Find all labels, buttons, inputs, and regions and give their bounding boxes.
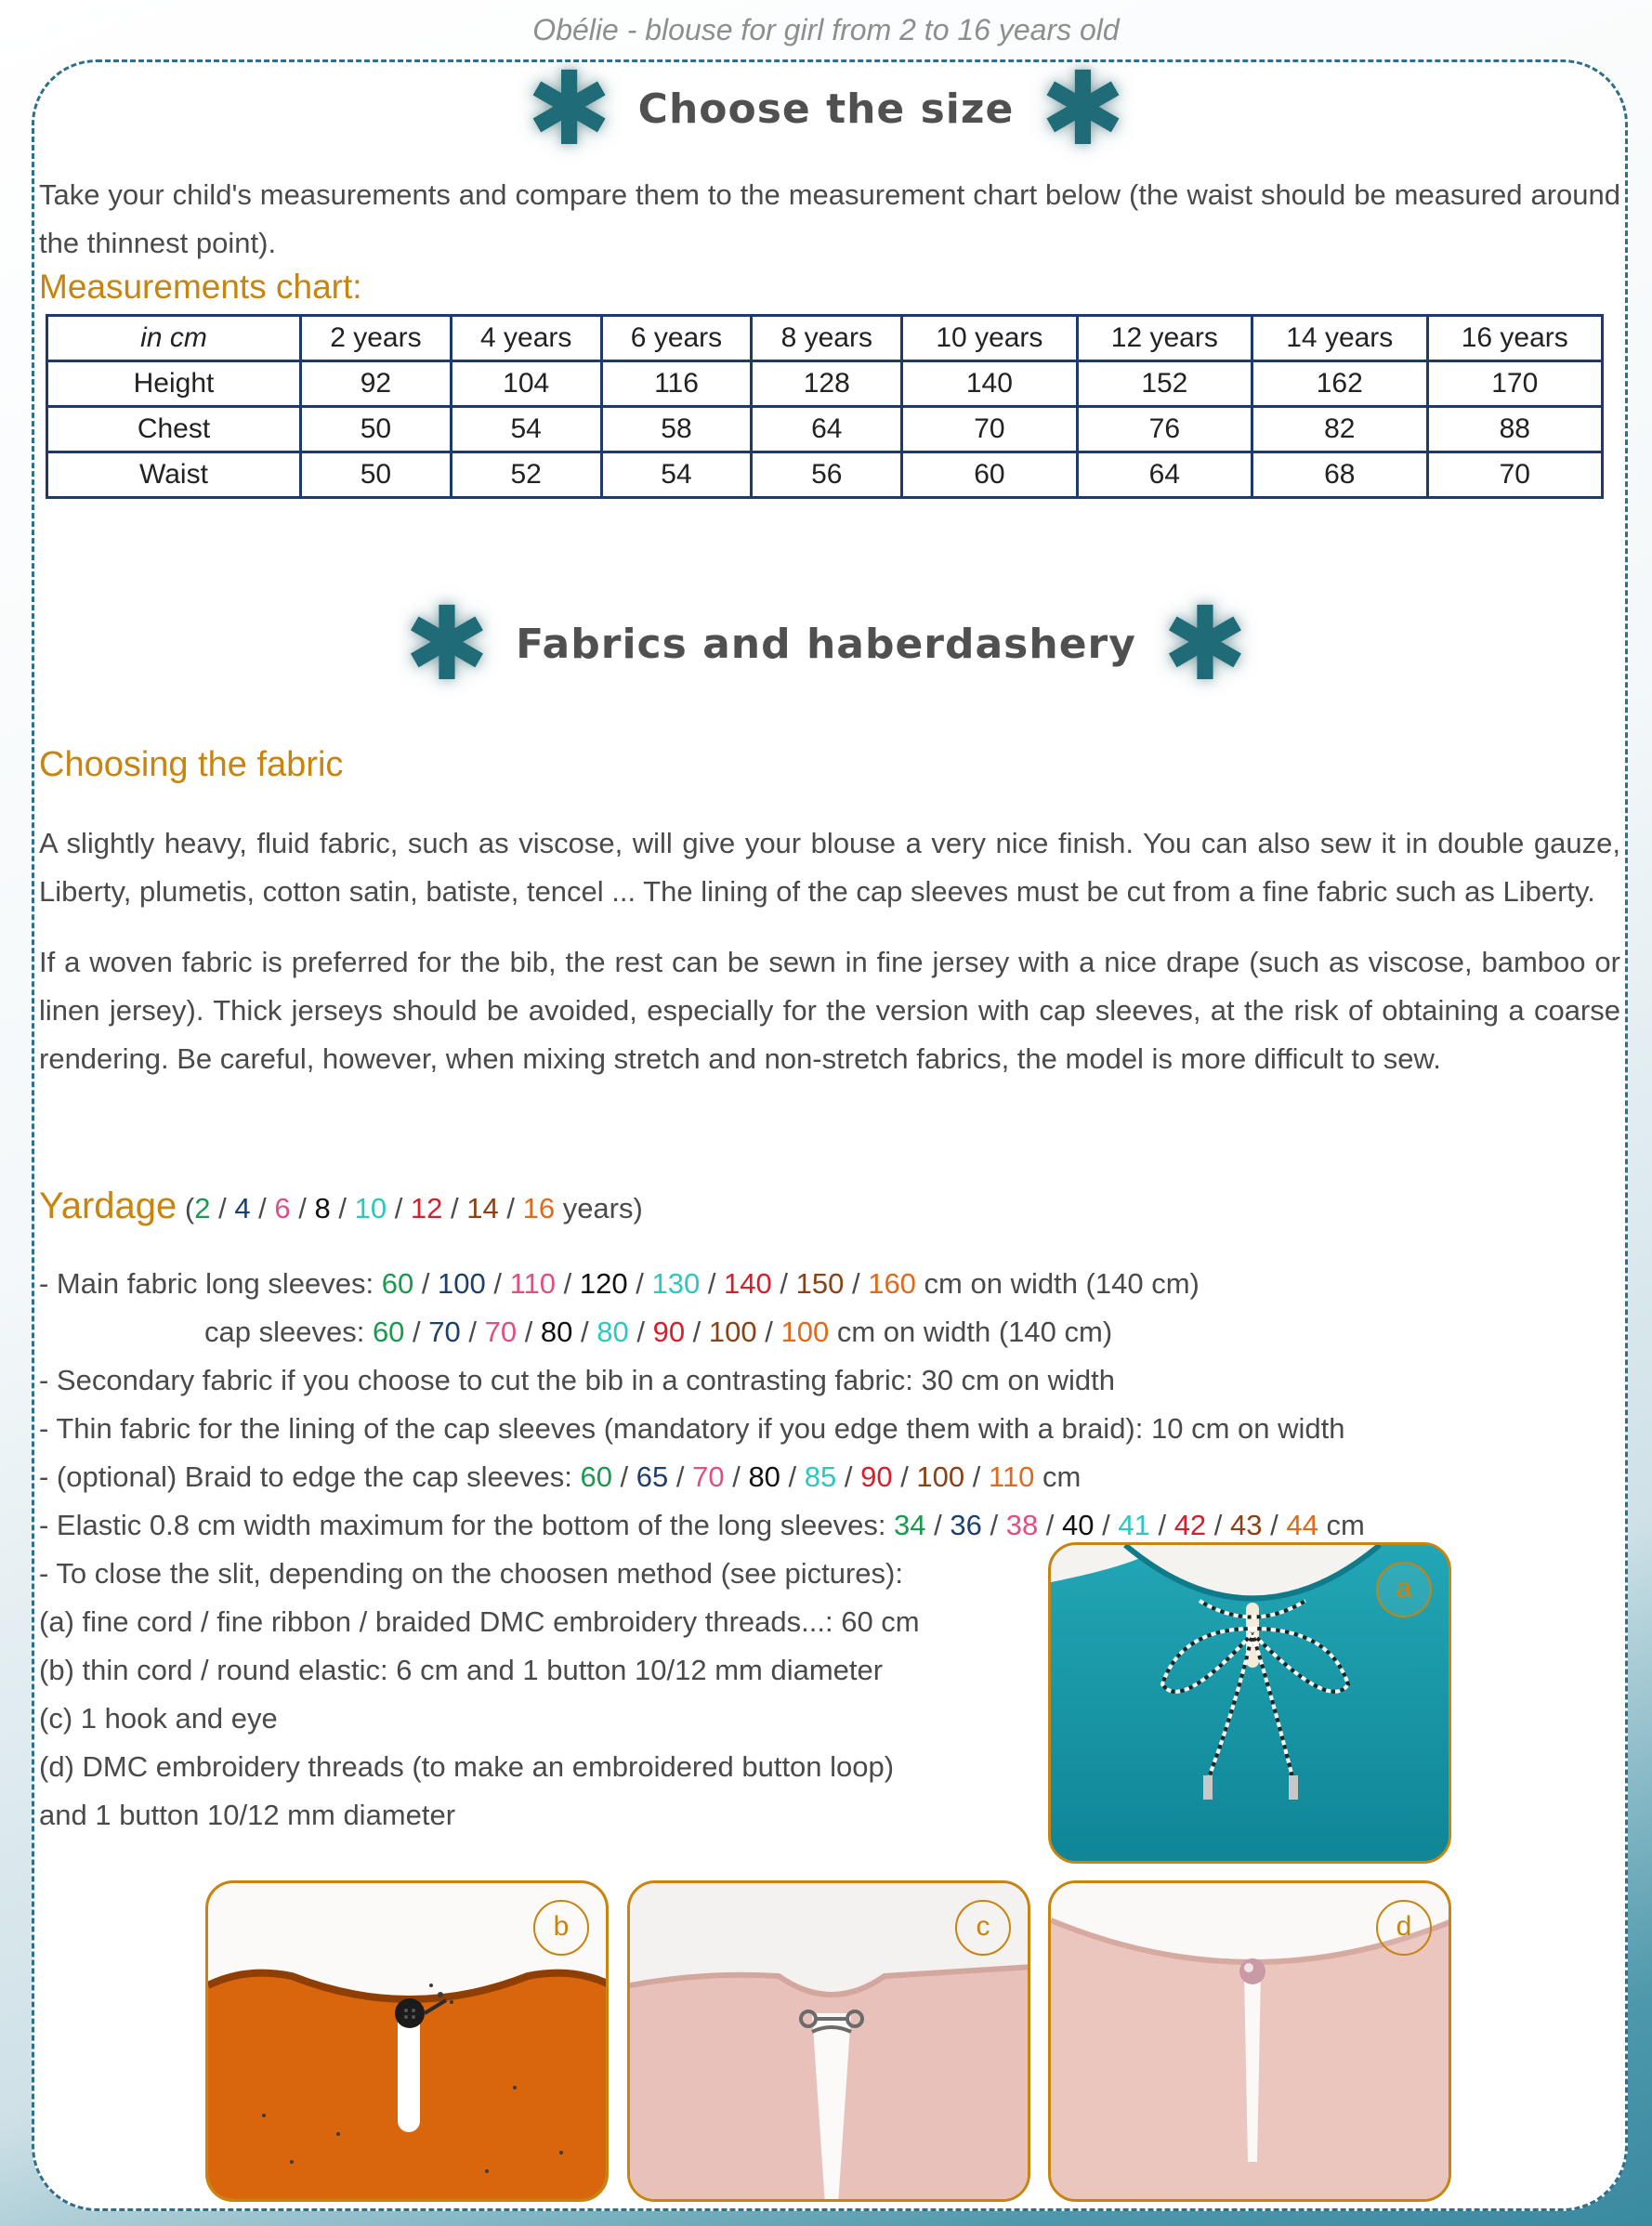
row-label: Waist xyxy=(47,452,301,498)
size-value: 8 xyxy=(314,1192,331,1224)
size-value: 160 xyxy=(868,1267,916,1300)
size-value: 90 xyxy=(652,1316,686,1348)
table-cell: 152 xyxy=(1077,361,1252,407)
size-value: 120 xyxy=(579,1267,628,1300)
slit-line: - To close the slit, depending on the choosen method (see pictures): xyxy=(39,1557,903,1590)
elastic-line: - Elastic 0.8 cm width maximum for the bottom of the long sleeves: 34 / 36 / 38 / 40 / 41 / 42 / 43 / 44 cm xyxy=(39,1509,1365,1541)
table-cell: 76 xyxy=(1077,407,1252,452)
column-header: 4 years xyxy=(451,316,601,361)
table-cell: 82 xyxy=(1252,407,1427,452)
size-value: 38 xyxy=(1005,1509,1039,1541)
size-value: 60 xyxy=(372,1316,405,1348)
table-cell: 52 xyxy=(451,452,601,498)
fabrics-heading xyxy=(0,584,1652,703)
table-header-row xyxy=(47,316,1603,361)
photo-badge: c xyxy=(955,1900,1011,1956)
photo-badge: a xyxy=(1376,1562,1432,1617)
table-cell: 64 xyxy=(752,407,902,452)
yardage-heading-line: Yardage (2 / 4 / 6 / 8 / 10 / 12 / 14 / 16 years) xyxy=(39,1185,643,1226)
slit-line: (d) DMC embroidery threads (to make an embroidered button loop) xyxy=(39,1750,895,1783)
table-row xyxy=(47,361,1603,407)
braid-line: - (optional) Braid to edge the cap sleeves: 60 / 65 / 70 / 80 / 85 / 90 / 100 / 110 cm xyxy=(39,1460,1082,1493)
table-cell: 162 xyxy=(1252,361,1427,407)
photo-badge: d xyxy=(1376,1900,1432,1956)
size-value: 85 xyxy=(804,1460,837,1493)
column-header: 10 years xyxy=(902,316,1077,361)
column-header: 14 years xyxy=(1252,316,1427,361)
slit-line: and 1 button 10/12 mm diameter xyxy=(39,1799,456,1831)
photo-a xyxy=(1048,1542,1451,1864)
table-cell: 68 xyxy=(1252,452,1427,498)
row-label: Height xyxy=(47,361,301,407)
yardage-heading: Yardage xyxy=(39,1185,177,1226)
size-value: 14 xyxy=(466,1192,499,1224)
size-value: 41 xyxy=(1118,1509,1150,1541)
document-title: Obélie - blouse for girl from 2 to 16 years old xyxy=(532,13,1120,46)
size-intro: Take your child's measurements and compare them to the measurement chart below (the waist should be measured around the thinnest point). xyxy=(39,178,1620,259)
table-row xyxy=(47,452,1603,498)
size-value: 2 xyxy=(194,1192,211,1224)
line-prefix: - (optional) Braid to edge the cap sleeves: xyxy=(39,1460,581,1493)
line-prefix: cap sleeves: xyxy=(204,1316,373,1348)
size-value: 110 xyxy=(989,1460,1035,1493)
size-value: 80 xyxy=(597,1316,629,1348)
size-value: 34 xyxy=(894,1509,926,1541)
table-cell: 92 xyxy=(301,361,452,407)
size-value: 130 xyxy=(651,1267,701,1300)
size-value: 44 xyxy=(1286,1509,1318,1541)
row-label: Chest xyxy=(47,407,301,452)
table-cell: 88 xyxy=(1427,407,1603,452)
table-cell: 50 xyxy=(301,452,452,498)
table-cell: 116 xyxy=(601,361,752,407)
size-value: 90 xyxy=(860,1460,893,1493)
size-value: 70 xyxy=(484,1316,518,1348)
size-value: 60 xyxy=(381,1267,414,1300)
star-icon: ✱ xyxy=(1161,584,1249,703)
photo-c xyxy=(627,1880,1030,2202)
measurements-chart-heading: Measurements chart: xyxy=(39,268,362,306)
secondary-fabric-line: - Secondary fabric if you choose to cut the bib in a contrasting fabric: 30 cm on width xyxy=(39,1364,1115,1396)
fabric-paragraph-2: If a woven fabric is preferred for the bib, the rest can be sewn in fine jersey with a nice drape (such as viscose, bamboo or linen jersey). Thick jerseys should be avoided, especially for the version with cap sleeves, at the risk of obtaining a coarse rendering. Be careful, however, when mixing stretch and non-stretch fabrics, the model is more difficult to sew. xyxy=(39,946,1620,1075)
size-value: 60 xyxy=(580,1460,612,1493)
table-cell: 56 xyxy=(752,452,902,498)
size-value: 12 xyxy=(410,1192,443,1224)
slit-line: (b) thin cord / round elastic: 6 cm and 1 button 10/12 mm diameter xyxy=(39,1654,884,1686)
table-row xyxy=(47,407,1603,452)
star-icon: ✱ xyxy=(403,584,491,703)
choosing-fabric-heading: Choosing the fabric xyxy=(39,745,344,784)
table-cell: 54 xyxy=(601,452,752,498)
thin-fabric-line: - Thin fabric for the lining of the cap sleeves (mandatory if you edge them with a braid): 10 cm on width xyxy=(39,1412,1345,1445)
table-cell: 70 xyxy=(1427,452,1603,498)
table-cell: 54 xyxy=(451,407,601,452)
photo-d xyxy=(1048,1880,1451,2202)
table-cell: 140 xyxy=(902,361,1077,407)
size-value: 100 xyxy=(780,1316,830,1348)
size-value: 40 xyxy=(1062,1509,1095,1541)
unit-label: in cm xyxy=(47,316,301,361)
measurements-table xyxy=(46,314,1604,499)
size-value: 16 xyxy=(522,1192,556,1224)
size-value: 100 xyxy=(708,1316,757,1348)
size-value: 140 xyxy=(724,1267,772,1300)
table-cell: 170 xyxy=(1427,361,1603,407)
table-cell: 50 xyxy=(301,407,452,452)
size-value: 70 xyxy=(692,1460,725,1493)
size-value: 65 xyxy=(636,1460,669,1493)
slit-line: (a) fine cord / fine ribbon / braided DMC embroidery threads...: 60 cm xyxy=(39,1605,920,1638)
table-cell: 104 xyxy=(451,361,601,407)
line-suffix: cm on width (140 cm) xyxy=(829,1316,1113,1348)
table-cell: 58 xyxy=(601,407,752,452)
size-value: 6 xyxy=(274,1192,291,1224)
column-header: 12 years xyxy=(1077,316,1252,361)
star-icon: ✱ xyxy=(1040,49,1126,168)
line-prefix: - Elastic 0.8 cm width maximum for the bottom of the long sleeves: xyxy=(39,1509,895,1541)
fabric-paragraph-1: A slightly heavy, fluid fabric, such as viscose, will give your blouse a very nice finish. You can also sew it in double gauze, Liberty, plumetis, cotton satin, batiste, tencel ... The lining of the cap sleeves must be cut from a fine fabric such as Liberty. xyxy=(39,827,1620,908)
size-value: 70 xyxy=(428,1316,461,1348)
line-suffix: cm xyxy=(1034,1460,1082,1493)
cap-sleeves-line: cap sleeves: 60 / 70 / 70 / 80 / 80 / 90 / 100 / 100 cm on width (140 cm) xyxy=(204,1316,1113,1348)
column-header: 6 years xyxy=(601,316,752,361)
column-header: 8 years xyxy=(752,316,902,361)
choose-size-heading xyxy=(0,49,1652,168)
table-cell: 128 xyxy=(752,361,902,407)
choose-size-heading-text: Choose the size xyxy=(637,85,1015,133)
slit-line: (c) 1 hook and eye xyxy=(39,1702,278,1735)
size-value: 100 xyxy=(438,1267,486,1300)
line-suffix: cm xyxy=(1318,1509,1365,1541)
size-value: 42 xyxy=(1173,1509,1207,1541)
photo-badge: b xyxy=(533,1900,589,1956)
size-value: 80 xyxy=(540,1316,573,1348)
photo-b xyxy=(205,1880,609,2202)
table-cell: 70 xyxy=(902,407,1077,452)
long-sleeves-line: - Main fabric long sleeves: 60 / 100 / 110 / 120 / 130 / 140 / 150 / 160 cm on width (140 cm) xyxy=(39,1267,1200,1300)
size-value: 43 xyxy=(1230,1509,1263,1541)
line-suffix: cm on width (140 cm) xyxy=(915,1267,1200,1300)
size-value: 10 xyxy=(354,1192,387,1224)
star-icon: ✱ xyxy=(526,49,612,168)
line-prefix: - Main fabric long sleeves: xyxy=(39,1267,382,1300)
column-header: 2 years xyxy=(301,316,452,361)
size-value: 100 xyxy=(916,1460,965,1493)
table-cell: 64 xyxy=(1077,452,1252,498)
size-value: 110 xyxy=(509,1267,557,1300)
years-word: years xyxy=(562,1192,634,1224)
fabrics-heading-text: Fabrics and haberdashery xyxy=(516,620,1136,668)
size-value: 4 xyxy=(234,1192,251,1224)
column-header: 16 years xyxy=(1427,316,1603,361)
size-value: 150 xyxy=(795,1267,845,1300)
size-value: 36 xyxy=(950,1509,982,1541)
table-cell: 60 xyxy=(902,452,1077,498)
size-value: 80 xyxy=(748,1460,780,1493)
